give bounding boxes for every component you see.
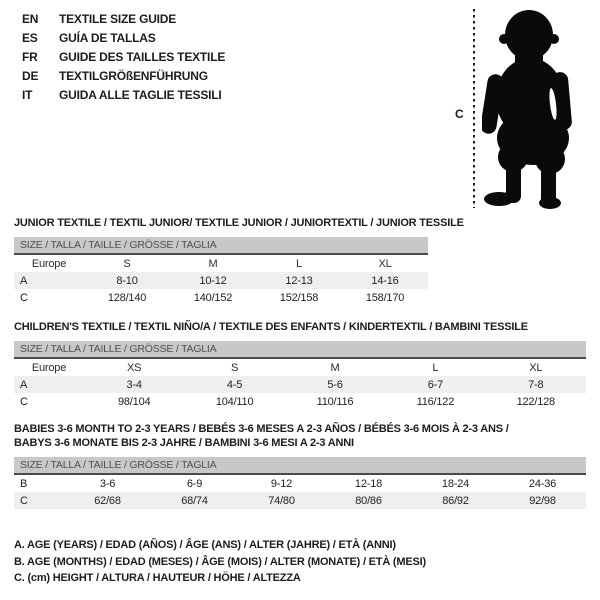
cell: 14-16 [371, 274, 399, 287]
legend-line-b: B. AGE (MONTHS) / EDAD (MESES) / ÂGE (MOIS) / ALTER (MONATE) / ETÀ (MESI) [14, 555, 426, 568]
cell: 74/80 [268, 494, 295, 507]
cell: 5-6 [327, 378, 343, 391]
measurement-legend [14, 537, 426, 587]
row-label: C [20, 395, 28, 408]
language-code: EN [22, 12, 39, 26]
column-header-size: XL [529, 361, 543, 374]
cell: 92/98 [529, 494, 556, 507]
cell: 110/116 [316, 395, 354, 408]
cell: 4-5 [226, 378, 243, 391]
junior-title: JUNIOR TEXTILE / TEXTIL JUNIOR/ TEXTILE JUNIOR / JUNIORTEXTIL / JUNIOR TESSILE [14, 217, 464, 229]
table-row-c [14, 393, 586, 410]
column-header-size: XS [127, 361, 142, 374]
cell: 24-36 [528, 477, 557, 490]
language-row [22, 86, 225, 105]
size-header-bar: SIZE / TALLA / TAILLE / GRÖSSE / TAGLIA [14, 457, 586, 474]
babies-title-line1: BABIES 3-6 MONTH TO 2-3 YEARS / BEBÉS 3-6 MESES A 2-3 AÑOS / BÉBÉS 3-6 MOIS À 2-3 ANS / [14, 423, 509, 435]
legend-line-a: A. AGE (YEARS) / EDAD (AÑOS) / ÂGE (ANS) / ALTER (JAHRE) / ETÀ (ANNI) [14, 539, 396, 551]
column-header-size: L [296, 257, 302, 270]
table-row-c [14, 492, 586, 509]
babies-size-table [14, 457, 586, 509]
row-label: B [20, 477, 28, 490]
cell: 122/128 [516, 395, 555, 408]
cell: 86/92 [442, 494, 469, 507]
column-header-size: M [330, 361, 340, 374]
cell: 62/68 [94, 494, 121, 507]
row-label: C [20, 494, 28, 507]
cell: 3-4 [126, 378, 142, 391]
legend-line-c: C. (cm) HEIGHT / ALTURA / HAUTEUR / HÖHE / ALTEZZA [14, 572, 301, 584]
cell: 116/122 [416, 395, 455, 408]
language-code: FR [22, 50, 38, 64]
children-section [14, 320, 586, 410]
column-header-size: XL [378, 257, 392, 270]
cell: 98/104 [117, 395, 151, 408]
column-header-region: Europe [31, 257, 67, 270]
language-title: GUIDE DES TAILLES TEXTILE [59, 50, 226, 64]
language-row [22, 10, 225, 29]
baby-silhouette-icon [482, 8, 582, 210]
language-row [22, 29, 225, 48]
column-header-region: Europe [31, 361, 67, 374]
size-header-bar: SIZE / TALLA / TAILLE / GRÖSSE / TAGLIA [14, 341, 586, 358]
height-label: C [455, 107, 464, 121]
column-header-size: S [231, 361, 239, 374]
cell: 128/140 [107, 291, 147, 304]
cell: 8-10 [116, 274, 138, 287]
cell: 158/170 [365, 291, 405, 304]
column-header-size: L [432, 361, 439, 374]
table-row-a [14, 272, 428, 289]
column-header-row [14, 358, 586, 376]
cell: 80/86 [355, 494, 382, 507]
cell: 6-7 [427, 378, 444, 391]
language-title: GUIDA ALLE TAGLIE TESSILI [59, 88, 222, 102]
cell: 6-9 [186, 477, 203, 490]
size-header-bar: SIZE / TALLA / TAILLE / GRÖSSE / TAGLIA [14, 237, 428, 254]
column-header-row [14, 254, 428, 272]
cell: 18-24 [441, 477, 470, 490]
language-title-list [22, 10, 225, 105]
language-title: TEXTILGRÖßENFÜHRUNG [59, 69, 208, 83]
children-size-table [14, 341, 586, 410]
row-label: A [20, 378, 28, 391]
language-code: ES [22, 31, 38, 45]
table-row-c [14, 289, 428, 306]
table-row-a [14, 376, 586, 393]
cell: 10-12 [199, 274, 227, 287]
babies-section [14, 422, 586, 509]
language-title: GUÍA DE TALLAS [59, 31, 156, 45]
language-row [22, 67, 225, 86]
row-label: A [20, 274, 28, 287]
language-code: DE [22, 69, 39, 83]
cell: 9-12 [270, 477, 293, 490]
junior-section [14, 216, 586, 306]
language-code: IT [22, 88, 33, 102]
column-header-size: S [123, 257, 131, 270]
children-title: CHILDREN'S TEXTILE / TEXTIL NIÑO/A / TEXTILE DES ENFANTS / KINDERTEXTIL / BAMBINI TESSILE [14, 321, 528, 333]
cell: 7-8 [528, 378, 544, 391]
cell: 3-6 [99, 477, 116, 490]
height-dotted-line [473, 9, 475, 208]
language-row [22, 48, 225, 67]
language-title: TEXTILE SIZE GUIDE [59, 12, 177, 26]
row-label: C [20, 291, 28, 304]
cell: 140/152 [193, 291, 233, 304]
cell: 68/74 [181, 494, 208, 507]
table-row-b [14, 474, 586, 492]
cell: 152/158 [279, 291, 319, 304]
cell: 104/110 [215, 395, 254, 408]
cell: 12-18 [354, 477, 383, 490]
column-header-size: M [208, 257, 218, 270]
cell: 12-13 [285, 274, 313, 287]
babies-title-line2: BABYS 3-6 MONATE BIS 2-3 JAHRE / BAMBINI 3-6 MESI A 2-3 ANNI [14, 437, 354, 449]
junior-size-table [14, 237, 428, 306]
